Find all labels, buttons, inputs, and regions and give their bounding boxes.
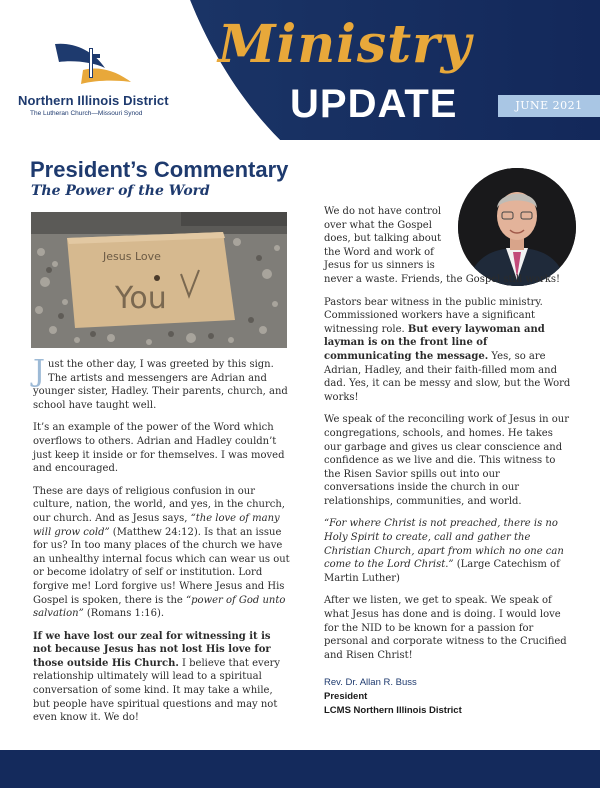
paragraph-text: We speak of the reconciling work of Jesus in our congregations, schools, and homes. He takes our garbage and gives us clear conscience and confidence as we live and die. This witness to the Risen Savior spills out into our conversations inside the church in our relationships, communities, and world. bbox=[324, 414, 570, 507]
cross-logo-icon bbox=[53, 40, 133, 90]
paragraph bbox=[324, 296, 572, 405]
paragraph-text: ust the other day, I was greeted by this sign. The artists and messengers are Adrian and younger sister, Hadley. Their parents, church, and school have taught well. bbox=[33, 359, 288, 411]
newsletter-title-ministry: Ministry bbox=[218, 14, 472, 75]
paragraph bbox=[33, 630, 290, 725]
paragraph-text: Yes, so are Adrian, Hadley, and their faith-filled mom and dad. Yes, it can be messy and slow, but the Word works! bbox=[324, 350, 571, 403]
paragraph bbox=[324, 594, 572, 662]
paragraph-text: After we listen, we get to speak. We speak of what Jesus has done and is doing. I would love for the NID to be known for a passion for personal and corporate witness to the Crucified and Risen Christ! bbox=[324, 595, 567, 661]
article-column-right bbox=[324, 205, 572, 671]
signature-name: Rev. Dr. Allan R. Buss bbox=[324, 677, 417, 688]
emphasis-text: But every laywoman and layman is on the front line of communicating the message. bbox=[324, 323, 545, 362]
paragraph-text: (Matthew 24:12). Is that an issue for us? In too many places of the church we have an unhealthy internal focus which can wear us out or become idolatry of self or institution. Lord forgive me! Lord forgive us! Where Jesus and His Gospel is spoken, there is the bbox=[33, 526, 290, 606]
paragraph-text: Pastors bear witness in the public ministry. Commissioned workers have a significant witnessing role. bbox=[324, 296, 543, 335]
masthead bbox=[0, 0, 600, 140]
paragraph-text: These are days of religious confusion in our culture, nation, the world, and yes, in the church, our church. And as Jesus says, bbox=[33, 485, 285, 524]
footer-band bbox=[0, 750, 600, 788]
signature-title: President bbox=[324, 691, 368, 702]
article-title: President’s Commentary bbox=[30, 157, 289, 182]
paragraph-text: I believe that every relationship ultimately will lead to a spiritual conversation of some kind. It may take a while, but people have spiritual questions and may not even know it. We do! bbox=[33, 657, 281, 724]
sign-photo bbox=[31, 212, 287, 348]
district-subtitle: The Lutheran Church—Missouri Synod bbox=[30, 110, 143, 117]
paragraph-text: never a waste. Friends, the Gospel still works! bbox=[324, 273, 561, 285]
quote-source: (Large Catechism of Martin Luther) bbox=[324, 559, 560, 584]
signature-organization: LCMS Northern Illinois District bbox=[324, 705, 462, 716]
article-column-left bbox=[33, 354, 290, 734]
district-logo[interactable] bbox=[18, 40, 193, 120]
paragraph-text: We do not have control over what the Gospel does, but talking about the Word and work of Jesus for us sinners is bbox=[324, 206, 442, 272]
scripture-quote: “power of God unto salvation” bbox=[33, 594, 286, 620]
catechism-quote: “For where Christ is not preached, there is no Holy Spirit to create, call and gather the Christian Church, apart from which no one can come to the Lord Christ.” bbox=[324, 518, 564, 571]
sign-text-jesus-love: Jesus Love bbox=[103, 250, 161, 263]
paragraph bbox=[324, 517, 572, 585]
paragraph bbox=[324, 205, 572, 287]
article-subtitle: The Power of the Word bbox=[31, 183, 210, 199]
paragraph bbox=[33, 421, 290, 475]
drop-cap: J bbox=[33, 354, 46, 389]
scripture-quote: “the love of many will grow cold” bbox=[33, 512, 280, 538]
signature-block bbox=[324, 676, 462, 718]
gravel-sign-image bbox=[31, 212, 287, 348]
paragraph bbox=[33, 485, 290, 621]
paragraph-text: (Romans 1:16). bbox=[83, 608, 165, 620]
paragraph bbox=[33, 354, 290, 412]
issue-date: JUNE 2021 bbox=[515, 99, 583, 112]
district-name: Northern Illinois District bbox=[18, 93, 169, 108]
emphasis-text: If we have lost our zeal for witnessing it is not because Jesus has not lost His love for those outside His Church. bbox=[33, 630, 271, 669]
newsletter-title-update: UPDATE bbox=[290, 82, 458, 126]
sign-text-you: You bbox=[115, 281, 167, 316]
paragraph-text: It’s an example of the power of the Word which overflows to others. Adrian and Hadley couldn’t just keep it inside or for themselves. I was moved and encouraged. bbox=[33, 422, 285, 475]
paragraph bbox=[324, 413, 572, 508]
issue-date-badge bbox=[498, 95, 600, 117]
